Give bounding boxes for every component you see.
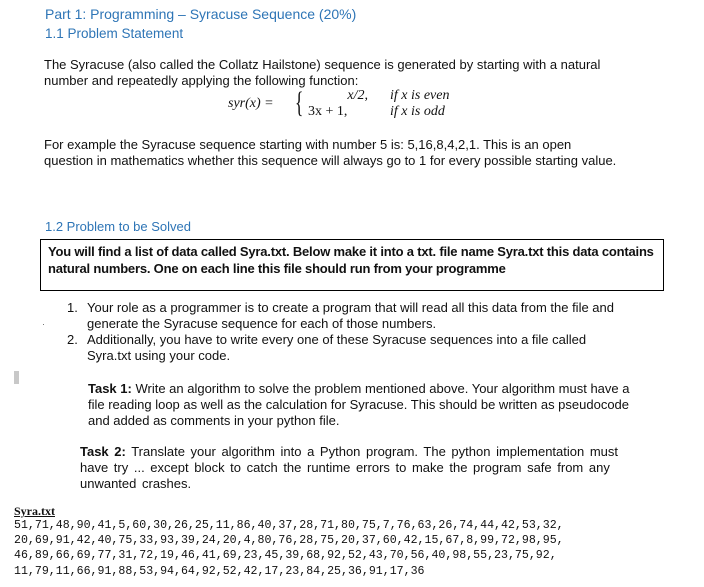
- formula-case-even-cond: if x is even: [390, 88, 450, 103]
- stray-dot: [43, 324, 44, 325]
- list-item-text: Your role as a programmer is to create a program that will read all this data from the file and generate the Syracuse sequence for each of those numbers.: [87, 300, 614, 331]
- data-line: 51,71,48,90,41,5,60,30,26,25,11,86,40,37,28,71,80,75,7,76,63,26,74,44,42,53,32,: [14, 519, 564, 532]
- data-line: 11,79,11,66,91,88,53,94,64,92,52,42,17,23,84,25,36,91,17,36: [14, 564, 425, 578]
- data-file-contents: [14, 518, 564, 579]
- requirements-list: [67, 300, 627, 364]
- list-item: [67, 332, 627, 364]
- data-line: 20,69,91,42,40,75,33,93,39,24,20,4,80,76,28,75,20,37,60,42,15,67,8,99,72,98,95,: [14, 534, 564, 548]
- section-heading-problem-to-solve: 1.2 Problem to be Solved: [45, 219, 191, 234]
- task-1-text: Write an algorithm to solve the problem mentioned above. Your algorithm must have a file reading loop as well as the calculation for Syracuse. This should be written as pseudocode and added as comments in your python file.: [88, 381, 630, 428]
- formula-lhs: syr(x) =: [228, 96, 274, 111]
- task-2-label: Task 2:: [80, 444, 126, 459]
- intro-paragraph: The Syracuse (also called the Collatz Hailstone) sequence is generated by starting with a natural number and repeatedly applying the following function:: [44, 57, 601, 88]
- task-1-label: Task 1:: [88, 381, 132, 396]
- list-number: 1.: [67, 300, 78, 315]
- data-file-title: Syra.txt: [14, 504, 55, 518]
- list-number: 2.: [67, 332, 78, 347]
- task-2-text: Translate your algorithm into a Python program. The python implementation must have try ... except block to catch the runtime errors to make the program safe from any unwanted crashes.: [80, 444, 619, 491]
- syracuse-formula: [228, 88, 488, 122]
- task-2: [80, 444, 620, 492]
- formula-case-odd-cond: if x is odd: [390, 104, 445, 119]
- data-line: 46,89,66,69,77,31,72,19,46,41,69,23,45,39,68,92,52,43,70,56,40,98,55,23,75,92,: [14, 549, 557, 563]
- list-item: [67, 300, 627, 332]
- formula-case-odd-expr: 3x + 1,: [308, 104, 348, 119]
- list-item-text: Additionally, you have to write every one of these Syracuse sequences into a file called Syra.txt using your code.: [87, 332, 587, 363]
- part-title: Part 1: Programming – Syracuse Sequence (20%): [45, 6, 357, 22]
- section-heading-problem-statement: 1.1 Problem Statement: [45, 26, 184, 41]
- formula-brace: {: [294, 86, 304, 119]
- example-paragraph: For example the Syracuse sequence starting with number 5 is: 5,16,8,4,2,1. This is an open question in mathematics whether this sequence will always go to 1 for every possible starting value.: [44, 137, 617, 168]
- task-1: [88, 381, 638, 429]
- text-cursor-marker: [14, 371, 19, 384]
- formula-case-even-expr: x/2,: [347, 88, 368, 103]
- boxed-instruction: You will find a list of data called Syra.txt. Below make it into a txt. file name Syra.txt this data contains natural numbers. One on each line this file should run from your programme: [40, 239, 664, 291]
